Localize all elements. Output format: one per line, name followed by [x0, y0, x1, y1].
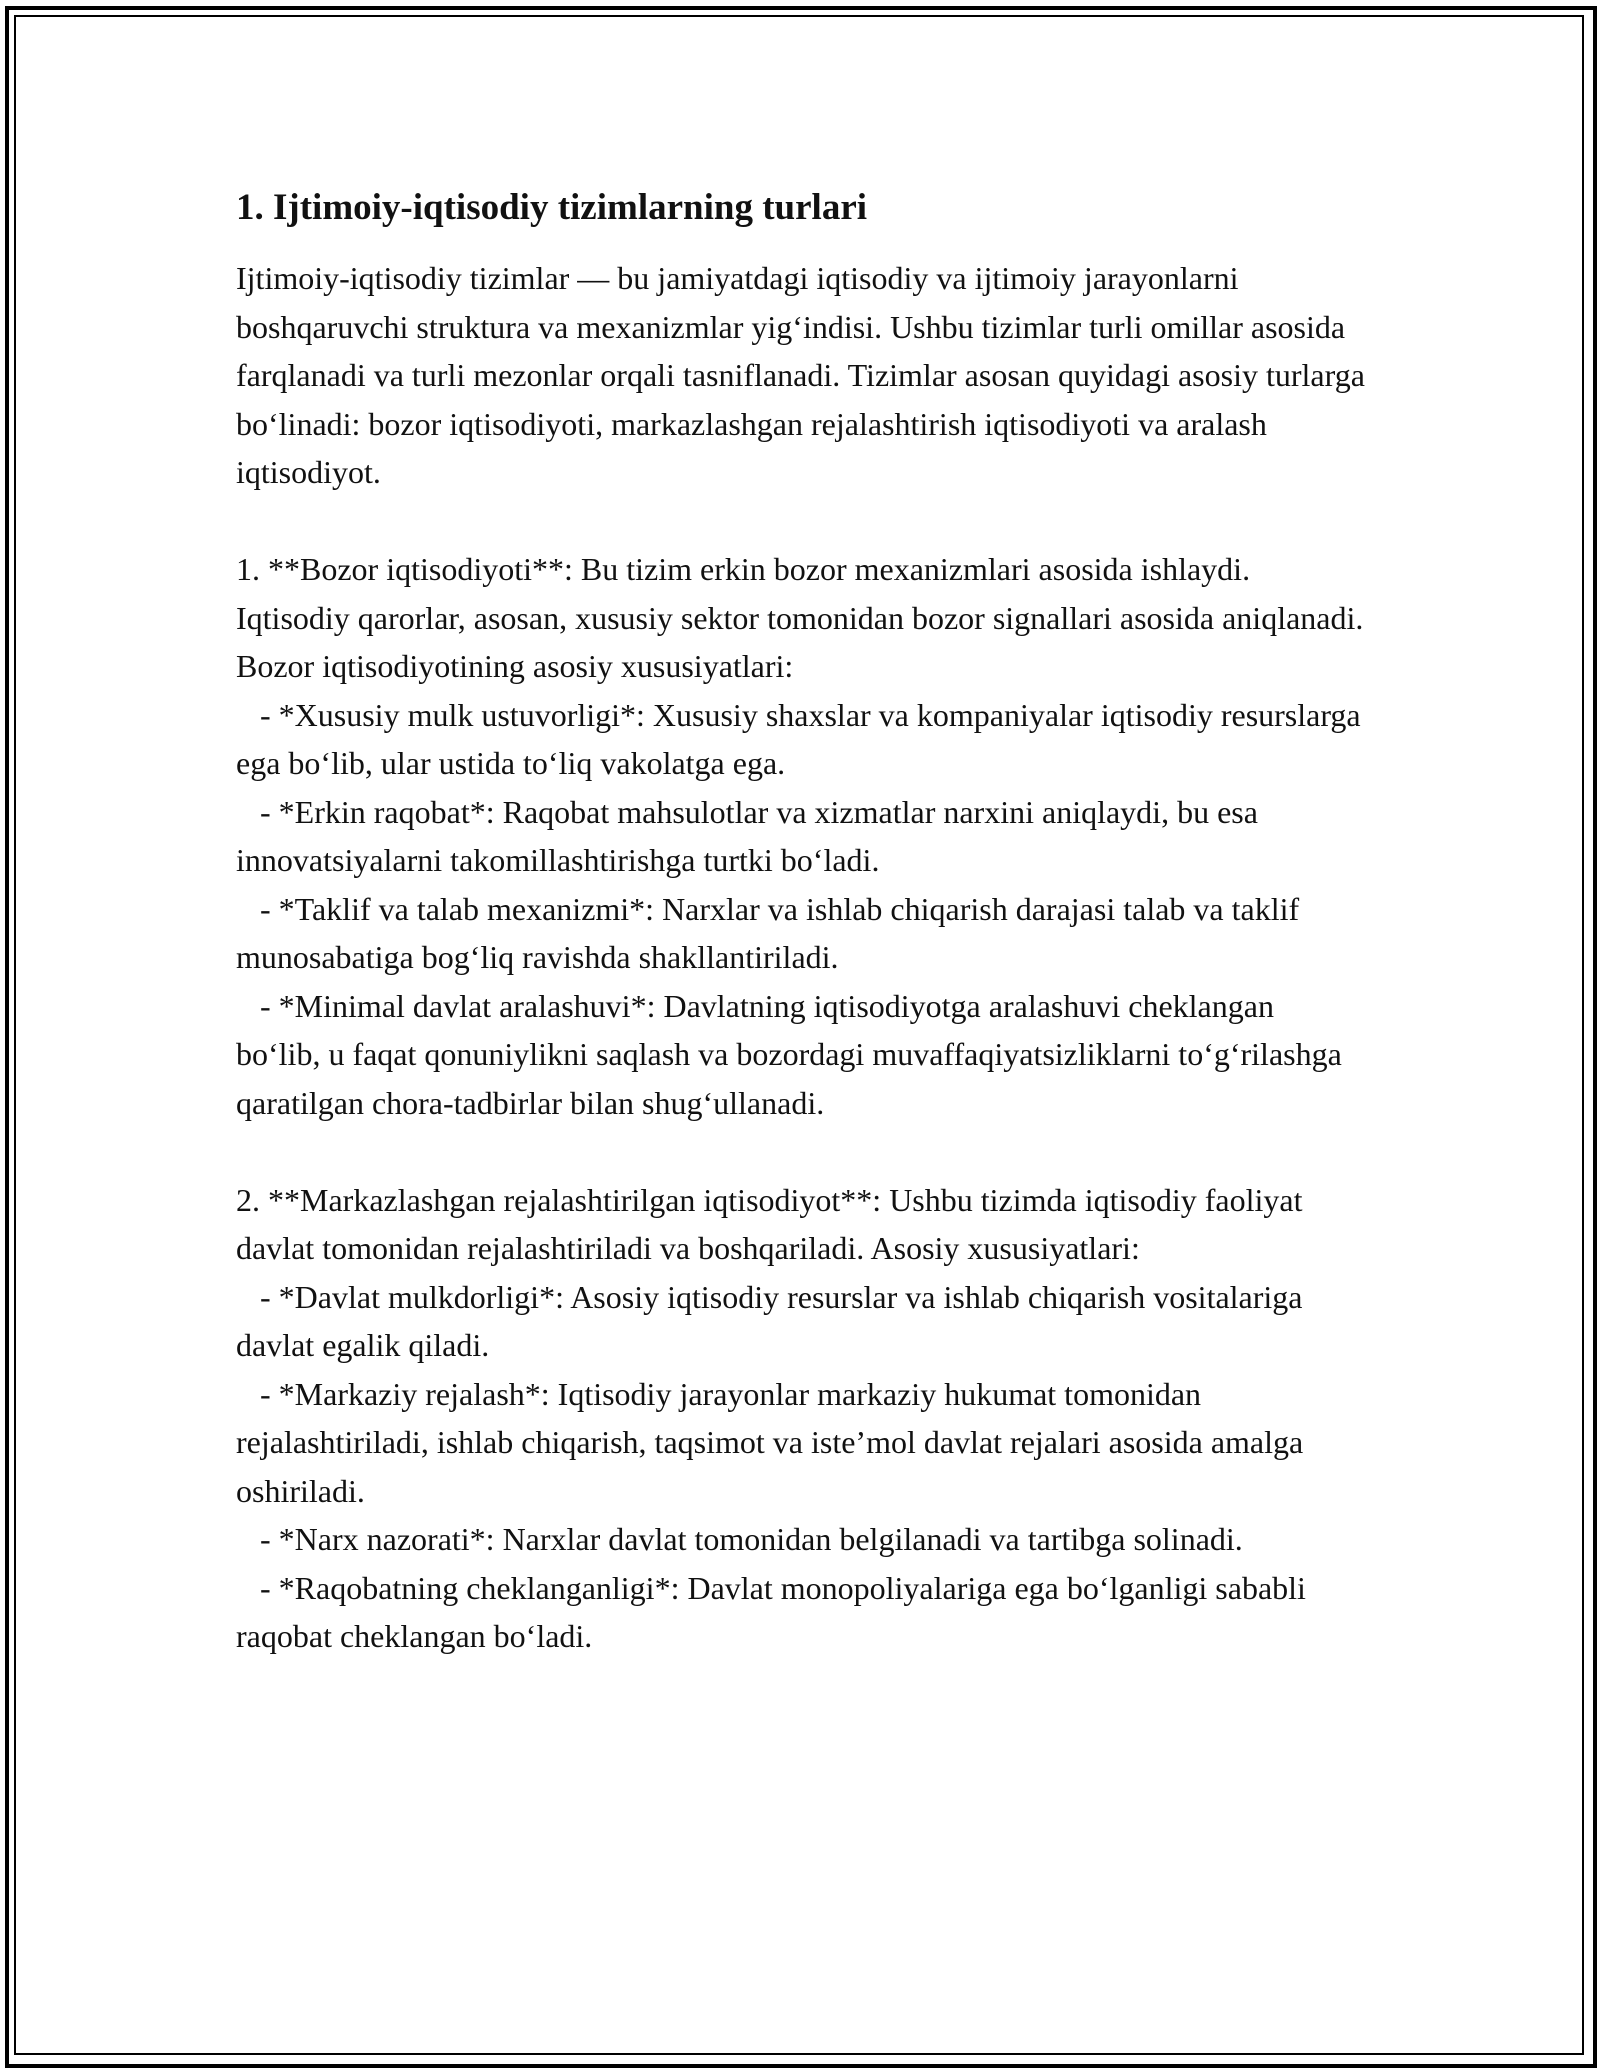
- paragraph-spacer: [236, 497, 1366, 546]
- section-market-economy: [236, 545, 1372, 1127]
- section-lead: 2. **Markazlashgan rejalashtirilgan iqtisodiyot**: Ushbu tizimda iqtisodiy faoliyat davlat tomonidan rejalashtiriladi va boshqariladi. Asosiy xususiyatlari:: [236, 1181, 1311, 1266]
- list-item: - *Narx nazorati*: Narxlar davlat tomonidan belgilanadi va tartibga solinadi.: [236, 1521, 1243, 1557]
- list-item: - *Minimal davlat aralashuvi*: Davlatning iqtisodiyotga aralashuvi cheklangan bo‘lib, u faqat qonuniylikni saqlash va bozordagi muvaffaqiyatsizliklarni to‘g‘rilashga qaratilgan chora-tadbirlar bilan shug‘ullanadi.: [236, 987, 1350, 1121]
- section-planned-economy: [236, 1176, 1366, 1661]
- document-body: [236, 184, 1373, 1661]
- list-item: - *Erkin raqobat*: Raqobat mahsulotlar va xizmatlar narxini aniqlaydi, bu esa innovatsiyalarni takomillashtirishga turtki bo‘ladi.: [236, 793, 1266, 878]
- list-item: - *Markaziy rejalash*: Iqtisodiy jarayonlar markaziy hukumat tomonidan rejalashtiriladi, ishlab chiqarish, taqsimot va iste’mol davlat rejalari asosida amalga oshiriladi.: [236, 1375, 1312, 1509]
- intro-paragraph: Ijtimoiy-iqtisodiy tizimlar — bu jamiyatdagi iqtisodiy va ijtimoiy jarayonlarni boshqaruvchi struktura va mexanizmlar yig‘indisi. Ushbu tizimlar turli omillar asosida farqlanadi va turli mezonlar orqali tasniflanadi. Tizimlar asosan quyidagi asosiy turlarga bo‘linadi: bozor iqtisodiyoti, markazlashgan rejalashtirish iqtisodiyoti va aralash iqtisodiyot.: [236, 260, 1373, 490]
- section-heading: 1. Ijtimoiy-iqtisodiy tizimlarning turlari: [236, 187, 868, 228]
- list-item: - *Davlat mulkdorligi*: Asosiy iqtisodiy resurslar va ishlab chiqarish vositalariga davlat egalik qiladi.: [236, 1278, 1311, 1363]
- list-item: - *Xususiy mulk ustuvorligi*: Xususiy shaxslar va kompaniyalar iqtisodiy resurslarga ega bo‘lib, ular ustida to‘liq vakolatga ega.: [236, 696, 1369, 781]
- section-lead: 1. **Bozor iqtisodiyoti**: Bu tizim erkin bozor mexanizmlari asosida ishlaydi. Iqtisodiy qarorlar, asosan, xususiy sektor tomonidan bozor signallari asosida aniqlanadi. Bozor iqtisodiyotining asosiy xususiyatlari:: [236, 551, 1372, 684]
- paragraph-spacer: [236, 1127, 1366, 1176]
- list-item: - *Taklif va talab mexanizmi*: Narxlar va ishlab chiqarish darajasi talab va taklif munosabatiga bog‘liq ravishda shakllantiriladi.: [236, 890, 1308, 975]
- list-item: - *Raqobatning cheklanganligi*: Davlat monopoliyalariga ega bo‘lganligi sababli raqobat cheklangan bo‘ladi.: [236, 1569, 1314, 1654]
